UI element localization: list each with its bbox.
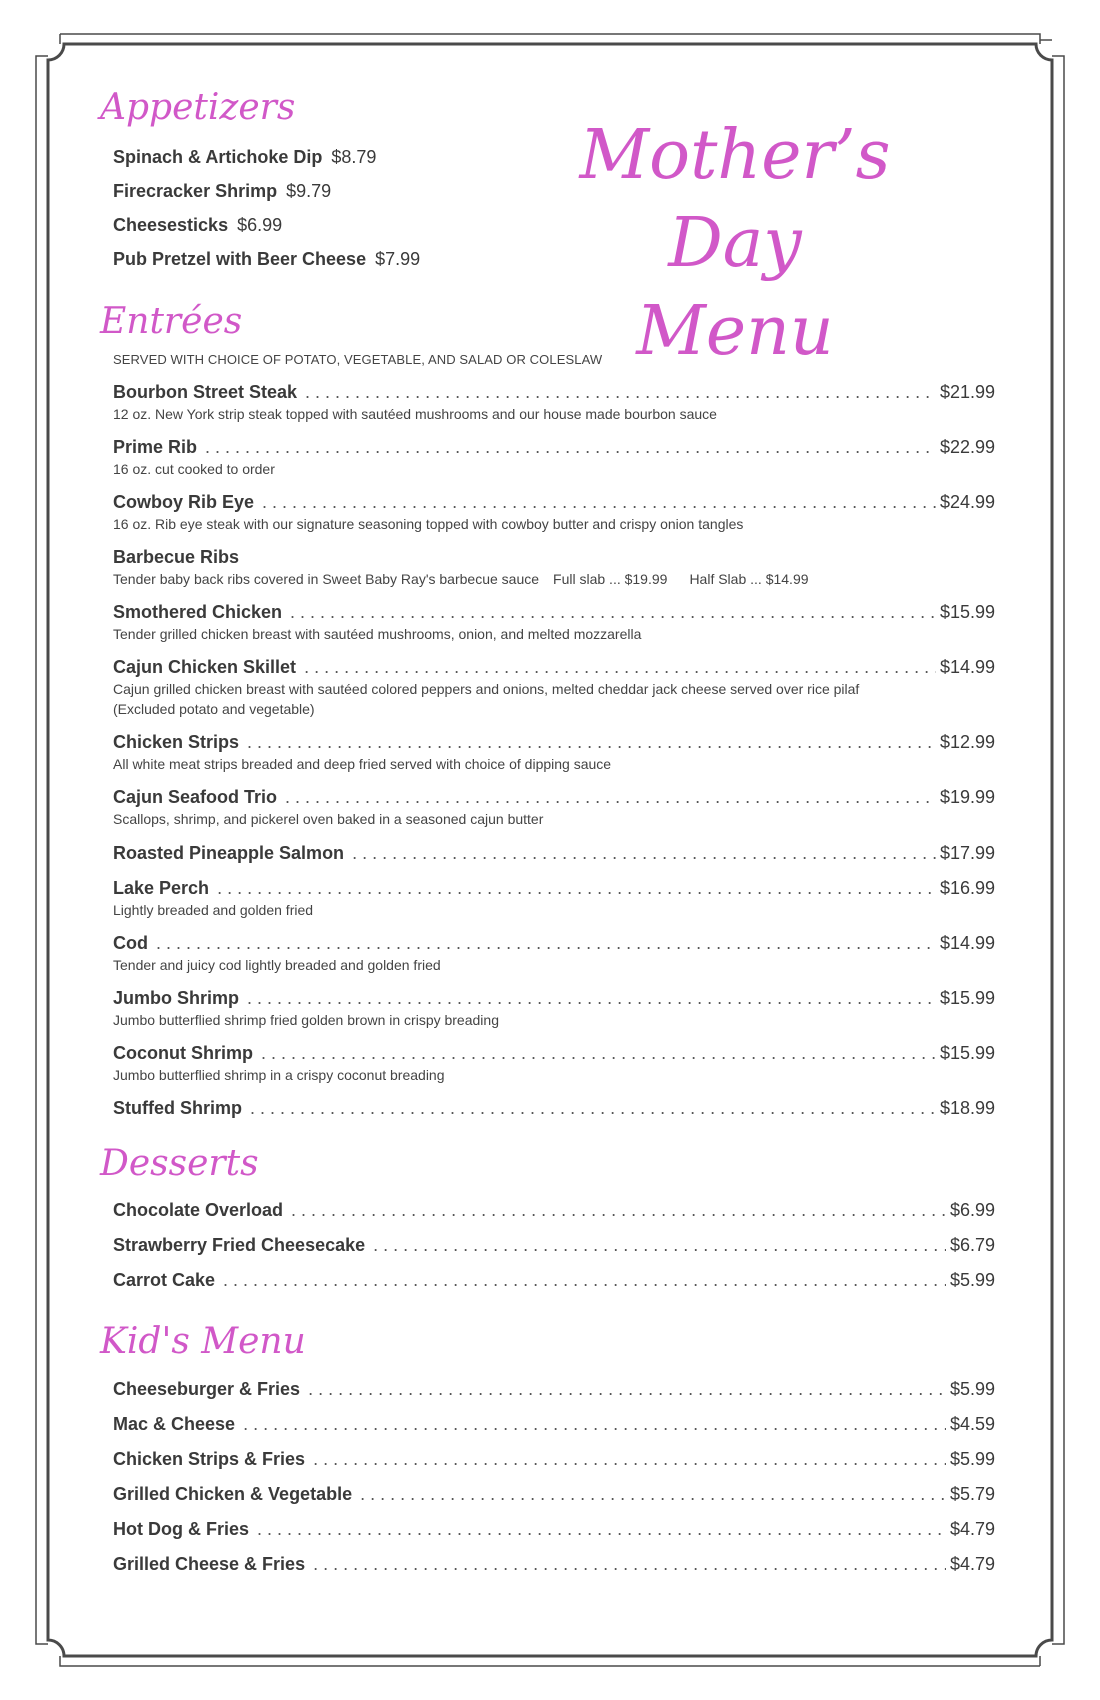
item-name: Smothered Chicken [113, 602, 283, 622]
item-price: $8.79 [331, 147, 377, 167]
item-name: Cheesesticks [113, 215, 229, 235]
entrees-note: SERVED WITH CHOICE OF POTATO, VEGETABLE, AND SALAD OR COLESLAW [113, 352, 603, 367]
list-item [113, 655, 995, 719]
item-description: Jumbo butterflied shrimp in a crispy coconut breading [113, 1067, 445, 1083]
appetizers-heading: Appetizers [100, 87, 296, 128]
item-description: 16 oz. cut cooked to order [113, 461, 275, 477]
list-item [113, 1482, 995, 1506]
list-item [113, 785, 995, 829]
dot-leader [257, 1517, 946, 1541]
item-name: Lake Perch [113, 878, 210, 898]
list-item [113, 1447, 995, 1471]
dot-leader [308, 1377, 946, 1401]
item-description: Tender grilled chicken breast with sautéed mushrooms, onion, and melted mozzarella [113, 626, 642, 642]
item-price: $17.99 [939, 843, 995, 863]
list-item [113, 208, 420, 242]
list-item [113, 730, 995, 774]
list-item [113, 931, 995, 975]
dot-leader [313, 1447, 946, 1471]
item-description-text: Tender baby back ribs covered in Sweet Baby Ray's barbecue sauce [113, 571, 540, 587]
list-item [113, 986, 995, 1030]
entrees-heading: Entrées [100, 301, 243, 342]
item-price: $15.99 [939, 1043, 995, 1063]
item-name: Mac & Cheese [113, 1414, 236, 1434]
dot-leader [304, 655, 936, 679]
dot-leader [223, 1268, 946, 1292]
list-item [113, 435, 995, 479]
dot-leader [156, 931, 936, 955]
dot-leader [360, 1482, 946, 1506]
item-name: Firecracker Shrimp [113, 181, 278, 201]
item-description: Tender and juicy cod lightly breaded and golden fried [113, 957, 441, 973]
dot-leader [217, 876, 936, 900]
item-price: $15.99 [939, 988, 995, 1008]
item-name: Chicken Strips [113, 732, 240, 752]
list-item [113, 876, 995, 920]
item-name: Cajun Chicken Skillet [113, 657, 297, 677]
item-description: 16 oz. Rib eye steak with our signature seasoning topped with cowboy butter and crispy onion tangles [113, 516, 744, 532]
item-price: $14.99 [939, 933, 995, 953]
item-name: Grilled Cheese & Fries [113, 1554, 306, 1574]
list-item [113, 174, 420, 208]
item-description: All white meat strips breaded and deep fried served with choice of dipping sauce [113, 756, 612, 772]
list-item [113, 545, 995, 589]
dot-leader [305, 380, 936, 404]
item-price: $5.99 [949, 1449, 995, 1469]
item-price: $4.79 [949, 1554, 995, 1574]
item-name: Chocolate Overload [113, 1200, 284, 1220]
item-name: Hot Dog & Fries [113, 1519, 250, 1539]
dot-leader [247, 730, 936, 754]
dot-leader [243, 1412, 946, 1436]
menu-title-line-1: Mother’s Day [579, 116, 891, 283]
dot-leader [285, 785, 936, 809]
item-description: Cajun grilled chicken breast with sautéed colored peppers and onions, melted cheddar jack cheese served over rice pilaf [113, 681, 860, 697]
dot-leader [250, 1096, 936, 1120]
item-price: $5.99 [949, 1270, 995, 1290]
list-item [113, 1233, 995, 1257]
dot-leader [290, 600, 936, 624]
item-price: $14.99 [939, 657, 995, 677]
dot-leader [352, 841, 936, 865]
item-price: $7.99 [375, 249, 421, 269]
item-name: Cowboy Rib Eye [113, 492, 255, 512]
item-price: $21.99 [939, 382, 995, 402]
menu-title-line-2: Menu [636, 292, 834, 371]
item-description [113, 569, 995, 589]
item-price: $4.59 [949, 1414, 995, 1434]
item-name: Grilled Chicken & Vegetable [113, 1484, 353, 1504]
item-price: $4.79 [949, 1519, 995, 1539]
item-price: $6.99 [237, 215, 283, 235]
item-description: Jumbo butterflied shrimp fried golden brown in crispy breading [113, 1012, 499, 1028]
item-name: Pub Pretzel with Beer Cheese [113, 249, 367, 269]
item-name: Cod [113, 933, 148, 953]
list-item [113, 841, 995, 865]
list-item [113, 1377, 995, 1401]
item-description-note: (Excluded potato and vegetable) [113, 701, 315, 717]
list-item [113, 1517, 995, 1541]
item-price: $19.99 [939, 787, 995, 807]
menu-title [545, 112, 925, 376]
dot-leader [291, 1198, 946, 1222]
dot-leader [261, 1041, 936, 1065]
list-item [113, 1552, 995, 1576]
desserts-heading: Desserts [100, 1143, 259, 1184]
item-name: Stuffed Shrimp [113, 1098, 242, 1118]
list-item [113, 1412, 995, 1436]
list-item [113, 1268, 995, 1292]
item-price: $6.99 [949, 1200, 995, 1220]
list-item [113, 140, 420, 174]
item-name: Carrot Cake [113, 1270, 216, 1290]
kids-menu-heading: Kid's Menu [100, 1321, 306, 1362]
item-description: 12 oz. New York strip steak topped with sautéed mushrooms and our house made bourbon sauce [113, 406, 717, 422]
item-name: Jumbo Shrimp [113, 988, 240, 1008]
item-description: Scallops, shrimp, and pickerel oven baked in a seasoned cajun butter [113, 811, 544, 827]
item-price: $9.79 [286, 181, 332, 201]
item-price: $18.99 [939, 1098, 995, 1118]
list-item [113, 1041, 995, 1085]
appetizers-list [113, 140, 420, 276]
dot-leader [205, 435, 936, 459]
item-name: Coconut Shrimp [113, 1043, 253, 1063]
item-price: $12.99 [939, 732, 995, 752]
half-slab-price: Half Slab ... $14.99 [689, 571, 809, 587]
item-price: $5.79 [949, 1484, 995, 1504]
item-price: $5.99 [949, 1379, 995, 1399]
item-price: $16.99 [939, 878, 995, 898]
item-name: Spinach & Artichoke Dip [113, 147, 323, 167]
list-item [113, 490, 995, 534]
list-item [113, 242, 420, 276]
item-description: Lightly breaded and golden fried [113, 902, 314, 918]
item-name: Strawberry Fried Cheesecake [113, 1235, 366, 1255]
full-slab-price: Full slab ... $19.99 [553, 571, 668, 587]
list-item [113, 380, 995, 424]
item-price: $22.99 [939, 437, 995, 457]
item-name: Prime Rib [113, 437, 198, 457]
list-item [113, 1198, 995, 1222]
item-name: Roasted Pineapple Salmon [113, 843, 345, 863]
item-price: $24.99 [939, 492, 995, 512]
dot-leader [247, 986, 936, 1010]
item-name: Bourbon Street Steak [113, 382, 298, 402]
dot-leader [313, 1552, 946, 1576]
item-price: $6.79 [949, 1235, 995, 1255]
dot-leader [262, 490, 936, 514]
list-item [113, 1096, 995, 1120]
item-name: Cajun Seafood Trio [113, 787, 278, 807]
item-price: $15.99 [939, 602, 995, 622]
item-name: Cheeseburger & Fries [113, 1379, 301, 1399]
item-name: Chicken Strips & Fries [113, 1449, 306, 1469]
dot-leader [373, 1233, 946, 1257]
list-item [113, 600, 995, 644]
item-name: Barbecue Ribs [113, 547, 240, 567]
